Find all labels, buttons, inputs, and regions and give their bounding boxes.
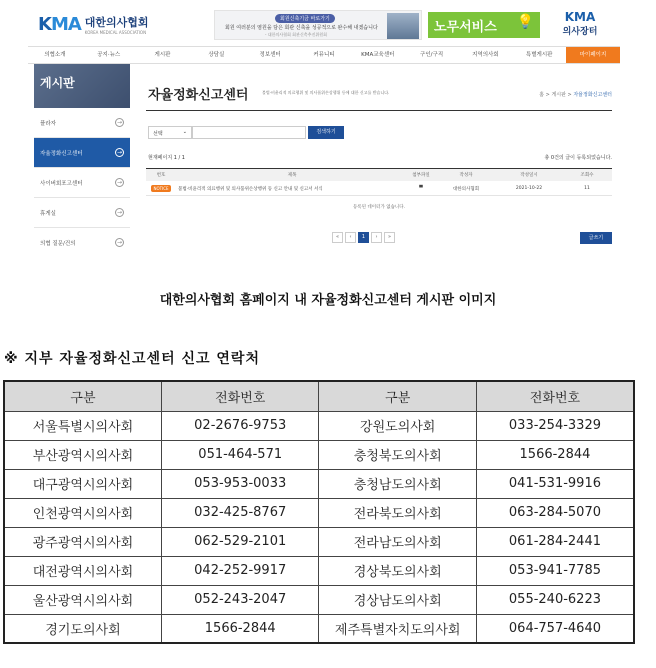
labor-service-banner[interactable] [428, 12, 540, 38]
phone-number: 1566-2844 [161, 614, 319, 643]
first-page-button[interactable]: « [332, 232, 343, 243]
doctor-market-label: 의사장터 [562, 27, 598, 37]
image-caption: 대한의사협회 홈페이지 내 자율정화신고센터 게시판 이미지 [159, 293, 497, 308]
breadcrumb: 홈 > 게시판 > 자율정화신고센터 [539, 92, 612, 98]
nav-item[interactable]: 구인/구직 [420, 52, 444, 58]
sidebar-item-label: 의협 질문/건의 [40, 240, 76, 247]
nav-item[interactable]: 마이페이지 [566, 47, 620, 63]
phone-number: 033-254-3329 [476, 411, 634, 440]
doctor-market-mark: KMA [564, 10, 596, 24]
nav-item[interactable]: 정보센터 [259, 52, 281, 58]
sidebar-item[interactable] [34, 168, 130, 198]
empty-message: 등록된 데이터가 없습니다. [352, 205, 406, 210]
phone-number: 051-464-571 [161, 440, 319, 469]
nav-item[interactable]: 게시판 [154, 52, 171, 58]
logo-name: 대한의사협회 [84, 16, 149, 29]
nav-item[interactable]: 커뮤니티 [313, 52, 335, 58]
table-row [4, 614, 634, 643]
sidebar-item[interactable] [34, 228, 130, 256]
kma-logo[interactable] [38, 14, 149, 35]
table-row [4, 469, 634, 498]
breadcrumb-board[interactable]: 게시판 [551, 92, 566, 98]
col-number: 번호 [156, 173, 166, 178]
main-nav [28, 46, 620, 64]
phone-number: 053-953-0033 [161, 469, 319, 498]
nav-item[interactable]: 의협소개 [44, 52, 66, 58]
phone-number: 041-531-9916 [476, 469, 634, 498]
phone-number: 053-941-7785 [476, 556, 634, 585]
pagination [332, 232, 395, 243]
chevron-down-icon: ⌄ [182, 129, 187, 135]
nav-item[interactable]: 상담실 [208, 52, 225, 58]
col-region: 구분 [4, 381, 161, 411]
next-page-button[interactable]: › [371, 232, 382, 243]
region-name: 충청북도의사회 [319, 440, 476, 469]
sidebar-item[interactable] [34, 108, 130, 138]
fund-banner-sub: - 대한의사협회 회관신축추진위원회 [265, 32, 327, 37]
last-page-button[interactable]: » [384, 232, 395, 243]
page-subtitle: 불법·비윤리적 의료행위 및 의사품위손상행위 등에 대한 신고를 받습니다. [262, 90, 390, 95]
phone-number: 055-240-6223 [476, 585, 634, 614]
col-phone: 전화번호 [161, 381, 319, 411]
page-1-button[interactable]: 1 [358, 232, 369, 243]
post-views: 11 [584, 186, 590, 191]
region-name: 부산광역시의사회 [4, 440, 161, 469]
region-name: 대전광역시의사회 [4, 556, 161, 585]
region-name: 제주특별자치도의사회 [319, 614, 476, 643]
nav-item[interactable]: 지역의사회 [472, 52, 499, 58]
attachment-icon[interactable]: ▀ [419, 186, 423, 191]
post-title-link[interactable]: 불법·비윤리적 의료행위 및 의사품위손상행위 등 신고 안내 및 신고서 서식 [178, 186, 323, 192]
phone-number: 052-243-2047 [161, 585, 319, 614]
region-name: 충청남도의사회 [319, 469, 476, 498]
nav-item[interactable]: KMA교육센터 [361, 52, 395, 58]
col-title: 제목 [287, 173, 297, 178]
nav-item[interactable]: 특별게시판 [525, 52, 553, 58]
post-author: 대한의사협회 [452, 186, 480, 192]
fund-banner[interactable] [214, 10, 422, 40]
table-row[interactable] [146, 182, 612, 196]
labor-service-label: 노무서비스 [434, 20, 497, 35]
sidebar [34, 64, 130, 248]
sidebar-item-label: 자율정화신고센터 [40, 150, 83, 157]
arrow-circle-icon: → [116, 179, 123, 186]
doctor-market-logo[interactable] [550, 10, 610, 37]
table-header [146, 168, 612, 181]
site-header [28, 4, 620, 44]
board-main [146, 64, 612, 248]
search-button[interactable]: 검색하기 [308, 126, 344, 139]
table-row [4, 556, 634, 585]
table-row [4, 411, 634, 440]
logo-mark: KMA [38, 14, 81, 35]
region-name: 경상북도의사회 [319, 556, 476, 585]
sidebar-title: 게시판 [34, 64, 130, 108]
arrow-circle-icon: → [116, 149, 123, 156]
breadcrumb-current: 자율정화신고센터 [573, 92, 612, 98]
sidebar-item-label: 플라자 [40, 120, 56, 127]
page-info: 현재페이지 1 / 1 [148, 155, 185, 161]
title-divider [146, 110, 612, 111]
phone-number: 062-529-2101 [161, 527, 319, 556]
phone-number: 042-252-9917 [161, 556, 319, 585]
col-date: 작성일시 [520, 173, 538, 178]
post-count: 총 0건의 글이 등록되었습니다. [544, 155, 612, 161]
table-row [4, 585, 634, 614]
section-heading: ※ 지부 자율정화신고센터 신고 연락처 [4, 351, 260, 367]
fund-banner-link[interactable]: 회원신축기금 바로가기 [275, 14, 335, 23]
prev-page-button[interactable]: ‹ [345, 232, 356, 243]
region-name: 광주광역시의사회 [4, 527, 161, 556]
table-row [4, 498, 634, 527]
region-name: 전라북도의사회 [319, 498, 476, 527]
arrow-circle-icon: → [116, 119, 123, 126]
write-button[interactable]: 글쓰기 [580, 232, 612, 244]
breadcrumb-home[interactable]: 홈 [539, 92, 545, 98]
page-title: 자율정화신고센터 [148, 88, 249, 103]
arrow-circle-icon: → [116, 239, 123, 246]
sidebar-item[interactable] [34, 138, 130, 168]
region-name: 경상남도의사회 [319, 585, 476, 614]
region-name: 서울특별시의사회 [4, 411, 161, 440]
arrow-circle-icon: → [116, 209, 123, 216]
fund-banner-text: 회원 여러분의 염원을 담은 회관 신축을 성공적으로 완수해 내겠습니다 [225, 25, 378, 31]
sidebar-item-label: 휴게실 [40, 210, 56, 217]
logo-name-en: KOREA MEDICAL ASSOCIATION [84, 30, 147, 35]
sidebar-item-label: 사이버회포고센터 [40, 180, 83, 187]
col-attachment: 첨부파일 [412, 173, 430, 178]
region-name: 울산광역시의사회 [4, 585, 161, 614]
table-row [4, 527, 634, 556]
lightbulb-icon: 💡 [516, 14, 534, 30]
region-name: 경기도의사회 [4, 614, 161, 643]
phone-number: 02-2676-9753 [161, 411, 319, 440]
building-image [387, 13, 419, 39]
col-phone: 전화번호 [476, 381, 634, 411]
table-row [4, 440, 634, 469]
phone-number: 063-284-5070 [476, 498, 634, 527]
contact-table [3, 380, 635, 644]
region-name: 인천광역시의사회 [4, 498, 161, 527]
search-field-select[interactable]: 선택 ⌄ [148, 126, 192, 139]
sidebar-item[interactable] [34, 198, 130, 228]
phone-number: 061-284-2441 [476, 527, 634, 556]
region-name: 대구광역시의사회 [4, 469, 161, 498]
col-author: 작성자 [459, 173, 473, 178]
board-screenshot [28, 4, 620, 256]
search-input[interactable] [192, 126, 306, 139]
col-region: 구분 [319, 381, 476, 411]
region-name: 전라남도의사회 [319, 527, 476, 556]
notice-badge: NOTICE [153, 186, 169, 191]
phone-number: 032-425-8767 [161, 498, 319, 527]
col-views: 조회수 [580, 173, 594, 178]
region-name: 강원도의사회 [319, 411, 476, 440]
phone-number: 1566-2844 [476, 440, 634, 469]
table-header-row [4, 381, 634, 411]
nav-item[interactable]: 공지·뉴스 [97, 52, 121, 58]
phone-number: 064-757-4640 [476, 614, 634, 643]
post-date: 2021-10-22 [515, 186, 543, 191]
